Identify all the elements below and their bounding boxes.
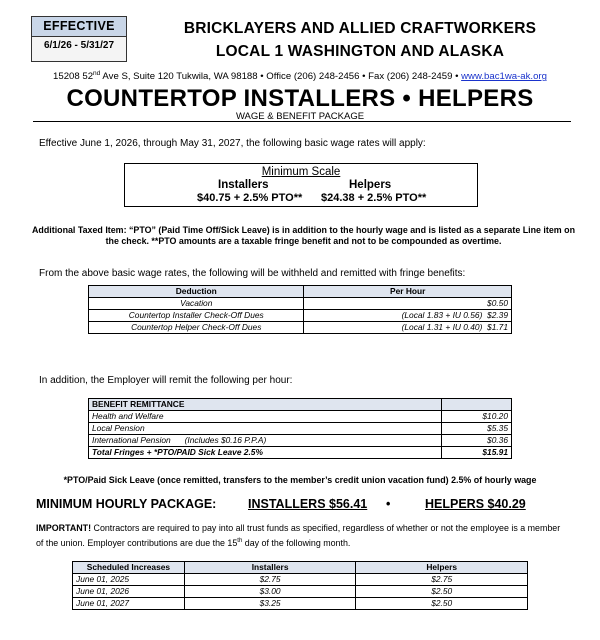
helper-increase: $2.75: [356, 574, 528, 586]
helpers-rate: $24.38 + 2.5% PTO**: [321, 192, 427, 204]
intro-text: Effective June 1, 2026, through May 31, 2027, the following basic wage rates will apply:: [39, 138, 426, 149]
installer-increase: $3.00: [184, 586, 356, 598]
installers-header: Installers: [184, 562, 356, 574]
increase-date: June 01, 2026: [73, 586, 185, 598]
effective-label: EFFECTIVE: [32, 17, 126, 37]
scheduled-increases-table: [72, 561, 528, 610]
table-row: [89, 435, 512, 447]
additional-note-line2: the check. **PTO amounts are a taxable fringe benefit and not to be compounded as overtime.: [105, 236, 502, 246]
effective-badge: [31, 16, 127, 62]
deduction-amount: [304, 310, 512, 322]
table-row: [89, 322, 512, 334]
union-name: BRICKLAYERS AND ALLIED CRAFTWORKERS: [183, 20, 537, 37]
table-row: [73, 598, 528, 610]
deduction-value: $1.71: [487, 322, 508, 332]
important-sup: th: [237, 538, 243, 544]
address-line: [0, 70, 600, 82]
deduction-name: Countertop Helper Check-Off Dues: [89, 322, 304, 334]
withheld-text: From the above basic wage rates, the following will be withheld and remitted with fringe benefits:: [39, 268, 466, 279]
increases-header: Scheduled Increases: [73, 562, 185, 574]
helpers-package: HELPERS $40.29: [425, 497, 526, 511]
benefit-remittance-table: [88, 398, 512, 459]
per-hour-header: Per Hour: [304, 286, 512, 298]
important-text: Contractors are required to pay into all trust funds as specified, regardless of whether or not the employee is a member of the union. Employer contributions are due the 15: [36, 523, 561, 548]
benefit-name: Local Pension: [89, 423, 442, 435]
helper-increase: $2.50: [356, 586, 528, 598]
total-label: Total Fringes + *PTO/PAID Sick Leave 2.5%: [89, 447, 442, 459]
benefit-name: International Pension (Includes $0.16 P.P.A): [89, 435, 442, 447]
benefit-amount: $5.35: [442, 423, 512, 435]
website-link[interactable]: www.bac1wa-ak.org: [461, 71, 547, 83]
helper-increase: $2.50: [356, 598, 528, 610]
table-header-row: [73, 562, 528, 574]
benefit-amount: $10.20: [442, 411, 512, 423]
table-header-row: [89, 286, 512, 298]
address-rest: Ave S, Suite 120 Tukwila, WA 98188 • Office (206) 248-2456 • Fax (206) 248-2459 •: [100, 71, 462, 83]
deduction-name: Vacation: [89, 298, 304, 310]
installers-package: INSTALLERS $56.41: [248, 497, 368, 511]
table-row: [89, 411, 512, 423]
total-amount: $15.91: [442, 447, 512, 459]
deduction-name: Countertop Installer Check-Off Dues: [89, 310, 304, 322]
helpers-header: Helpers: [356, 562, 528, 574]
deduction-value: $0.50: [487, 298, 508, 308]
important-note: [36, 522, 570, 550]
benefit-header-blank: [442, 399, 512, 411]
benefit-amount: $0.36: [442, 435, 512, 447]
deduction-value: $2.39: [487, 310, 508, 320]
important-text-end: day of the following month.: [242, 537, 351, 548]
pto-note: *PTO/Paid Sick Leave (once remitted, transfers to the member’s credit union vacation fund) 2.5% of hourly wage: [63, 475, 537, 485]
important-lead: IMPORTANT!: [36, 523, 92, 533]
deduction-amount: [304, 298, 512, 310]
table-row: [89, 310, 512, 322]
increase-date: June 01, 2027: [73, 598, 185, 610]
installer-increase: $3.25: [184, 598, 356, 610]
benefit-name: Health and Welfare: [89, 411, 442, 423]
total-row: [89, 447, 512, 459]
title-divider: [33, 121, 571, 122]
table-row: [73, 586, 528, 598]
deduction-detail: (Local 1.83 + IU 0.56): [401, 310, 483, 320]
package-label: MINIMUM HOURLY PACKAGE:: [36, 497, 217, 511]
address-suffix: nd: [93, 70, 101, 77]
deduction-detail: (Local 1.31 + IU 0.40): [401, 322, 483, 332]
deduction-amount: [304, 322, 512, 334]
page-subtitle: WAGE & BENEFIT PACKAGE: [235, 111, 365, 122]
additional-note-line1: Additional Taxed Item: “PTO” (Paid Time Off/Sick Leave) is in addition to the hourly wage and is listed as a separate Line item on: [32, 225, 575, 235]
installers-label: Installers: [218, 179, 269, 191]
deductions-table: [88, 285, 512, 334]
installers-rate: $40.75 + 2.5% PTO**: [197, 192, 303, 204]
page-title: COUNTERTOP INSTALLERS • HELPERS: [66, 85, 534, 112]
additional-taxed-note: [31, 225, 576, 247]
scale-title: Minimum Scale: [261, 166, 341, 178]
package-bullet: •: [386, 497, 391, 511]
deduction-header: Deduction: [89, 286, 304, 298]
table-row: [73, 574, 528, 586]
table-row: [89, 423, 512, 435]
helpers-label: Helpers: [349, 179, 392, 191]
address-number: 15208 52: [53, 71, 94, 83]
table-header-row: [89, 399, 512, 411]
effective-dates: 6/1/26 - 5/31/27: [43, 40, 115, 51]
installer-increase: $2.75: [184, 574, 356, 586]
union-local: LOCAL 1 WASHINGTON AND ALASKA: [215, 43, 505, 60]
table-row: [89, 298, 512, 310]
employer-text: In addition, the Employer will remit the following per hour:: [39, 375, 293, 386]
benefit-header: BENEFIT REMITTANCE: [89, 399, 442, 411]
minimum-scale-box: [124, 163, 478, 207]
increase-date: June 01, 2025: [73, 574, 185, 586]
